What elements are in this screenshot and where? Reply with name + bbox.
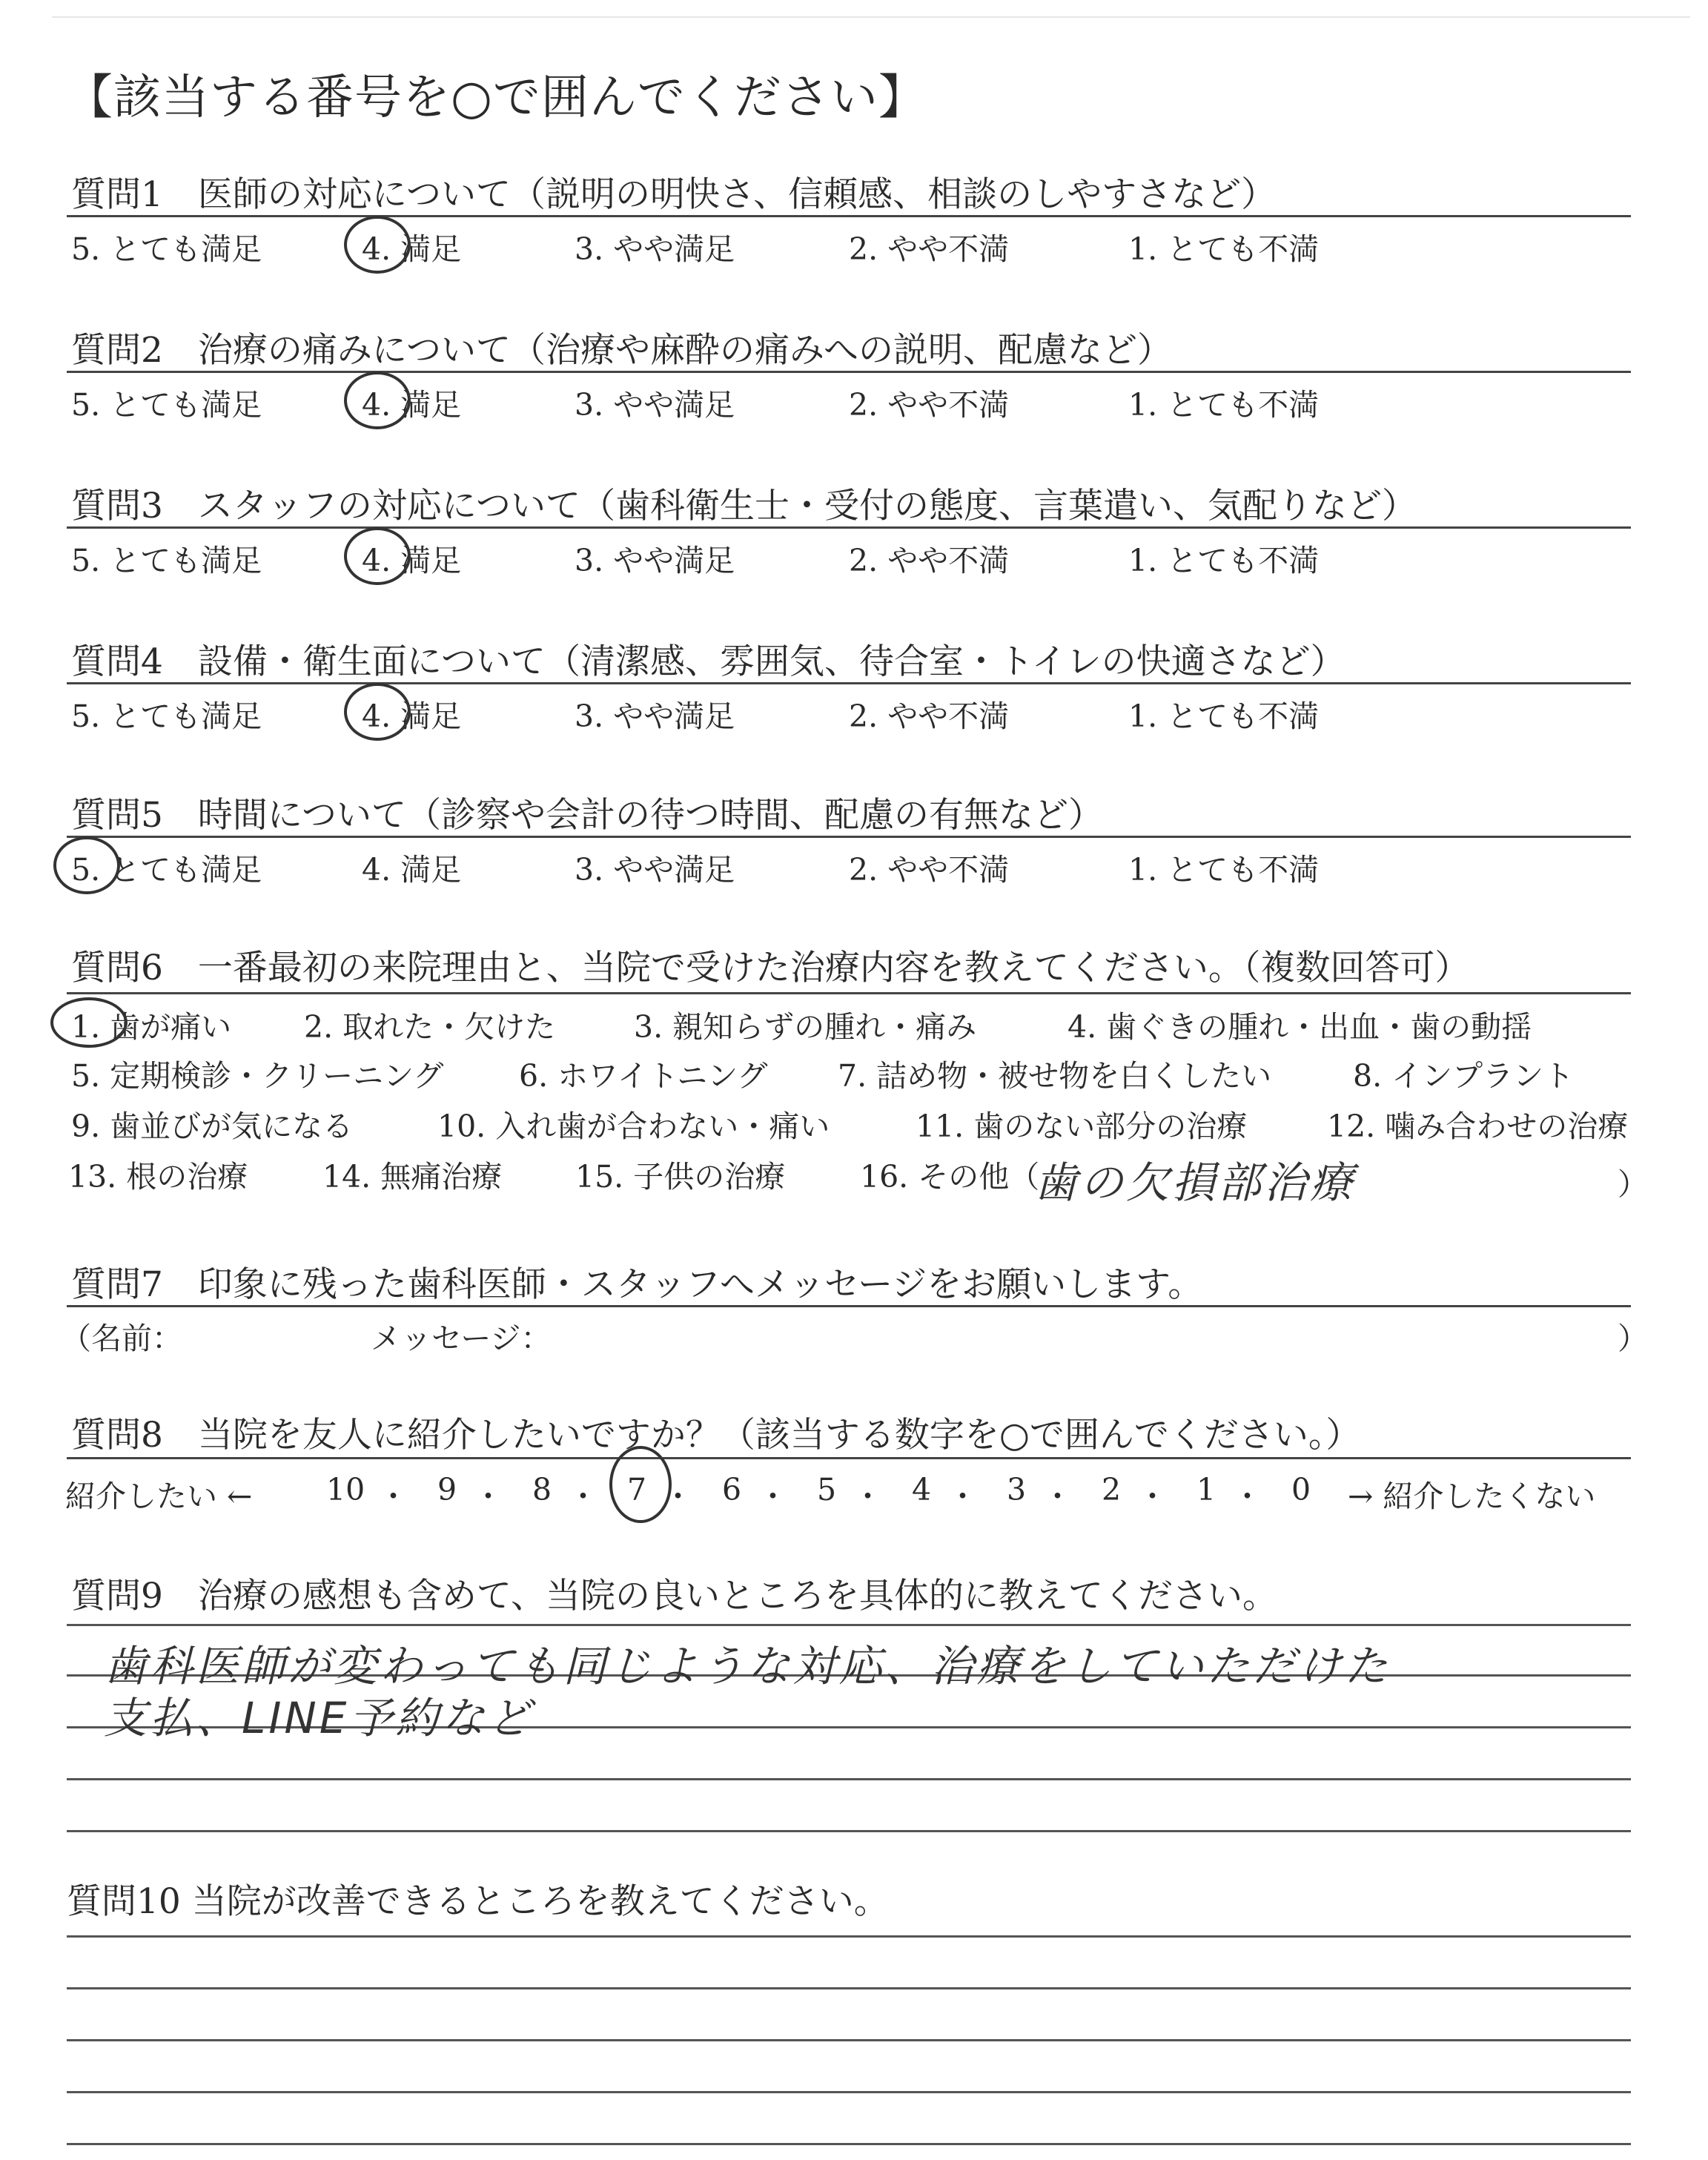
q9-title: 質問9 治療の感想も含めて、当院の良いところを具体的に教えてください。 [71,1576,1277,1616]
q1-title: 質問1 医師の対応について（説明の明快さ、信頼感、相談のしやすさなど） [71,174,1277,215]
q1-option: 2. やや不満 [849,231,1010,267]
q1-option: 4. 満足 [362,231,462,267]
q4-option: 1. とても不満 [1128,698,1320,734]
q8-scale-value: 2 [1102,1472,1122,1507]
q1-option: 1. とても不満 [1128,231,1320,267]
q4-selected-circle [344,683,411,741]
q9-answer-rule [67,1778,1631,1780]
q6-option: 11. 歯のない部分の治療 [916,1109,1248,1144]
form-header: 【該当する番号を○で囲んでください】 [65,70,927,125]
q6-other-handwritten: 歯の欠損部治療 [1034,1157,1357,1208]
q10-answer-rule [67,2039,1631,2041]
q10-answer-rule [67,1935,1631,1938]
q4-title: 質問4 設備・衛生面について（清潔感、雰囲気、待合室・トイレの快適さなど） [71,641,1345,682]
q6-option: 14. 無痛治療 [322,1159,503,1195]
q4-rule [67,682,1631,684]
q8-scale-value: 10 [326,1472,365,1507]
q8-scale-value: 7 [627,1472,647,1507]
q4-option: 5. とても満足 [71,698,262,734]
scan-top-edge [52,16,1690,18]
q6-option: 6. ホワイトニング [519,1058,768,1094]
q5-rule [67,836,1631,838]
q5-option: 5. とても満足 [71,852,262,888]
q8-selected-circle [609,1446,672,1523]
q3-rule [67,526,1631,529]
q6-option: 16. その他（ [860,1159,1040,1195]
q7-close: ） [1618,1321,1648,1356]
q8-scale-value: 1 [1196,1472,1217,1507]
q7-rule [67,1305,1631,1307]
q8-scale-value: 9 [437,1472,457,1507]
q1-selected-circle [344,216,411,274]
q10-answer-rule [67,2143,1631,2145]
q7-name-label: （名前： [61,1321,182,1356]
q8-scale-value: 4 [912,1472,932,1507]
q5-option: 3. やや満足 [575,852,735,888]
q2-option: 1. とても不満 [1128,387,1320,423]
q9-answer-rule [67,1830,1631,1832]
q4-option: 2. やや不満 [849,698,1010,734]
q10-answer-rule [67,2091,1631,2093]
q1-option: 3. やや満足 [575,231,735,267]
q9-answer-line-2: 支払、LINE予約など [104,1693,534,1743]
q3-option: 4. 満足 [362,543,462,578]
q8-scale-separator: ・ [1232,1479,1262,1514]
q8-scale-separator: ・ [568,1479,598,1514]
q8-scale-separator: ・ [378,1479,408,1514]
q8-scale-value: 3 [1007,1472,1027,1507]
q8-scale-separator: ・ [473,1479,503,1514]
q6-option: 8. インプラント [1353,1058,1575,1094]
q6-other-close: ） [1618,1166,1648,1202]
q4-option: 3. やや満足 [575,698,735,734]
q4-option: 4. 満足 [362,698,462,734]
q10-answer-rule [67,1987,1631,1989]
q8-scale-separator: ・ [758,1479,788,1514]
q8-scale-value: 5 [817,1472,837,1507]
q8-left-label: 紹介したい ← [65,1479,253,1514]
q8-title: 質問8 当院を友人に紹介したいですか？（該当する数字を○で囲んでください。） [71,1415,1361,1456]
q8-scale-separator: ・ [663,1479,693,1514]
q5-option: 2. やや不満 [849,852,1010,888]
q8-scale-separator: ・ [1042,1479,1073,1514]
q6-option: 3. 親知らずの腫れ・痛み [634,1009,977,1045]
q2-title: 質問2 治療の痛みについて（治療や麻酔の痛みへの説明、配慮など） [71,330,1173,371]
q2-option: 2. やや不満 [849,387,1010,423]
q9-answer-rule [67,1624,1631,1626]
q1-rule [67,215,1631,217]
q8-rule [67,1457,1631,1459]
q7-message-label: メッセージ： [371,1321,552,1356]
q3-option: 1. とても不満 [1128,543,1320,578]
q2-option: 5. とても満足 [71,387,262,423]
q6-option: 2. 取れた・欠けた [304,1009,556,1045]
q3-option: 2. やや不満 [849,543,1010,578]
q6-option: 12. 噛み合わせの治療 [1327,1109,1629,1144]
q2-option: 3. やや満足 [575,387,735,423]
q6-option: 1. 歯が痛い [71,1009,232,1045]
q8-right-label: → 紹介したくない [1348,1479,1596,1514]
q8-scale-value: 8 [532,1472,552,1507]
q6-option: 9. 歯並びが気になる [71,1109,354,1144]
q6-title: 質問6 一番最初の来院理由と、当院で受けた治療内容を教えてください。（複数回答可） [71,948,1470,988]
q8-scale-value: 6 [722,1472,742,1507]
q3-selected-circle [344,527,411,585]
q6-option: 13. 根の治療 [68,1159,248,1195]
q6-option: 4. 歯ぐきの腫れ・出血・歯の動揺 [1068,1009,1532,1045]
q6-option: 5. 定期検診・クリーニング [71,1058,444,1094]
q2-rule [67,371,1631,373]
q3-option: 5. とても満足 [71,543,262,578]
q6-option: 7. 詰め物・被せ物を白くしたい [838,1058,1272,1094]
q5-selected-circle [53,836,120,894]
q3-option: 3. やや満足 [575,543,735,578]
q8-scale-separator: ・ [947,1479,978,1514]
q6-option: 15. 子供の治療 [575,1159,786,1195]
q2-option: 4. 満足 [362,387,462,423]
q2-selected-circle [344,371,411,429]
q6-selected-circle [50,997,128,1048]
q10-title: 質問10 当院が改善できるところを教えてください。 [67,1881,889,1922]
q5-option: 4. 満足 [362,852,462,888]
q8-scale-separator: ・ [853,1479,883,1514]
q9-answer-line-1: 歯科医師が変わっても同じような対応、治療をしていただけた [104,1641,1391,1691]
q5-option: 1. とても不満 [1128,852,1320,888]
q3-title: 質問3 スタッフの対応について（歯科衛生士・受付の態度、言葉遣い、気配りなど） [71,486,1417,526]
q6-rule [67,992,1631,994]
q5-title: 質問5 時間について（診察や会計の待つ時間、配慮の有無など） [71,795,1103,836]
q1-option: 5. とても満足 [71,231,262,267]
q8-scale-value: 0 [1291,1472,1311,1507]
q8-scale-separator: ・ [1137,1479,1168,1514]
q6-option: 10. 入れ歯が合わない・痛い [437,1109,830,1144]
q7-title: 質問7 印象に残った歯科医師・スタッフへメッセージをお願いします。 [71,1264,1203,1305]
